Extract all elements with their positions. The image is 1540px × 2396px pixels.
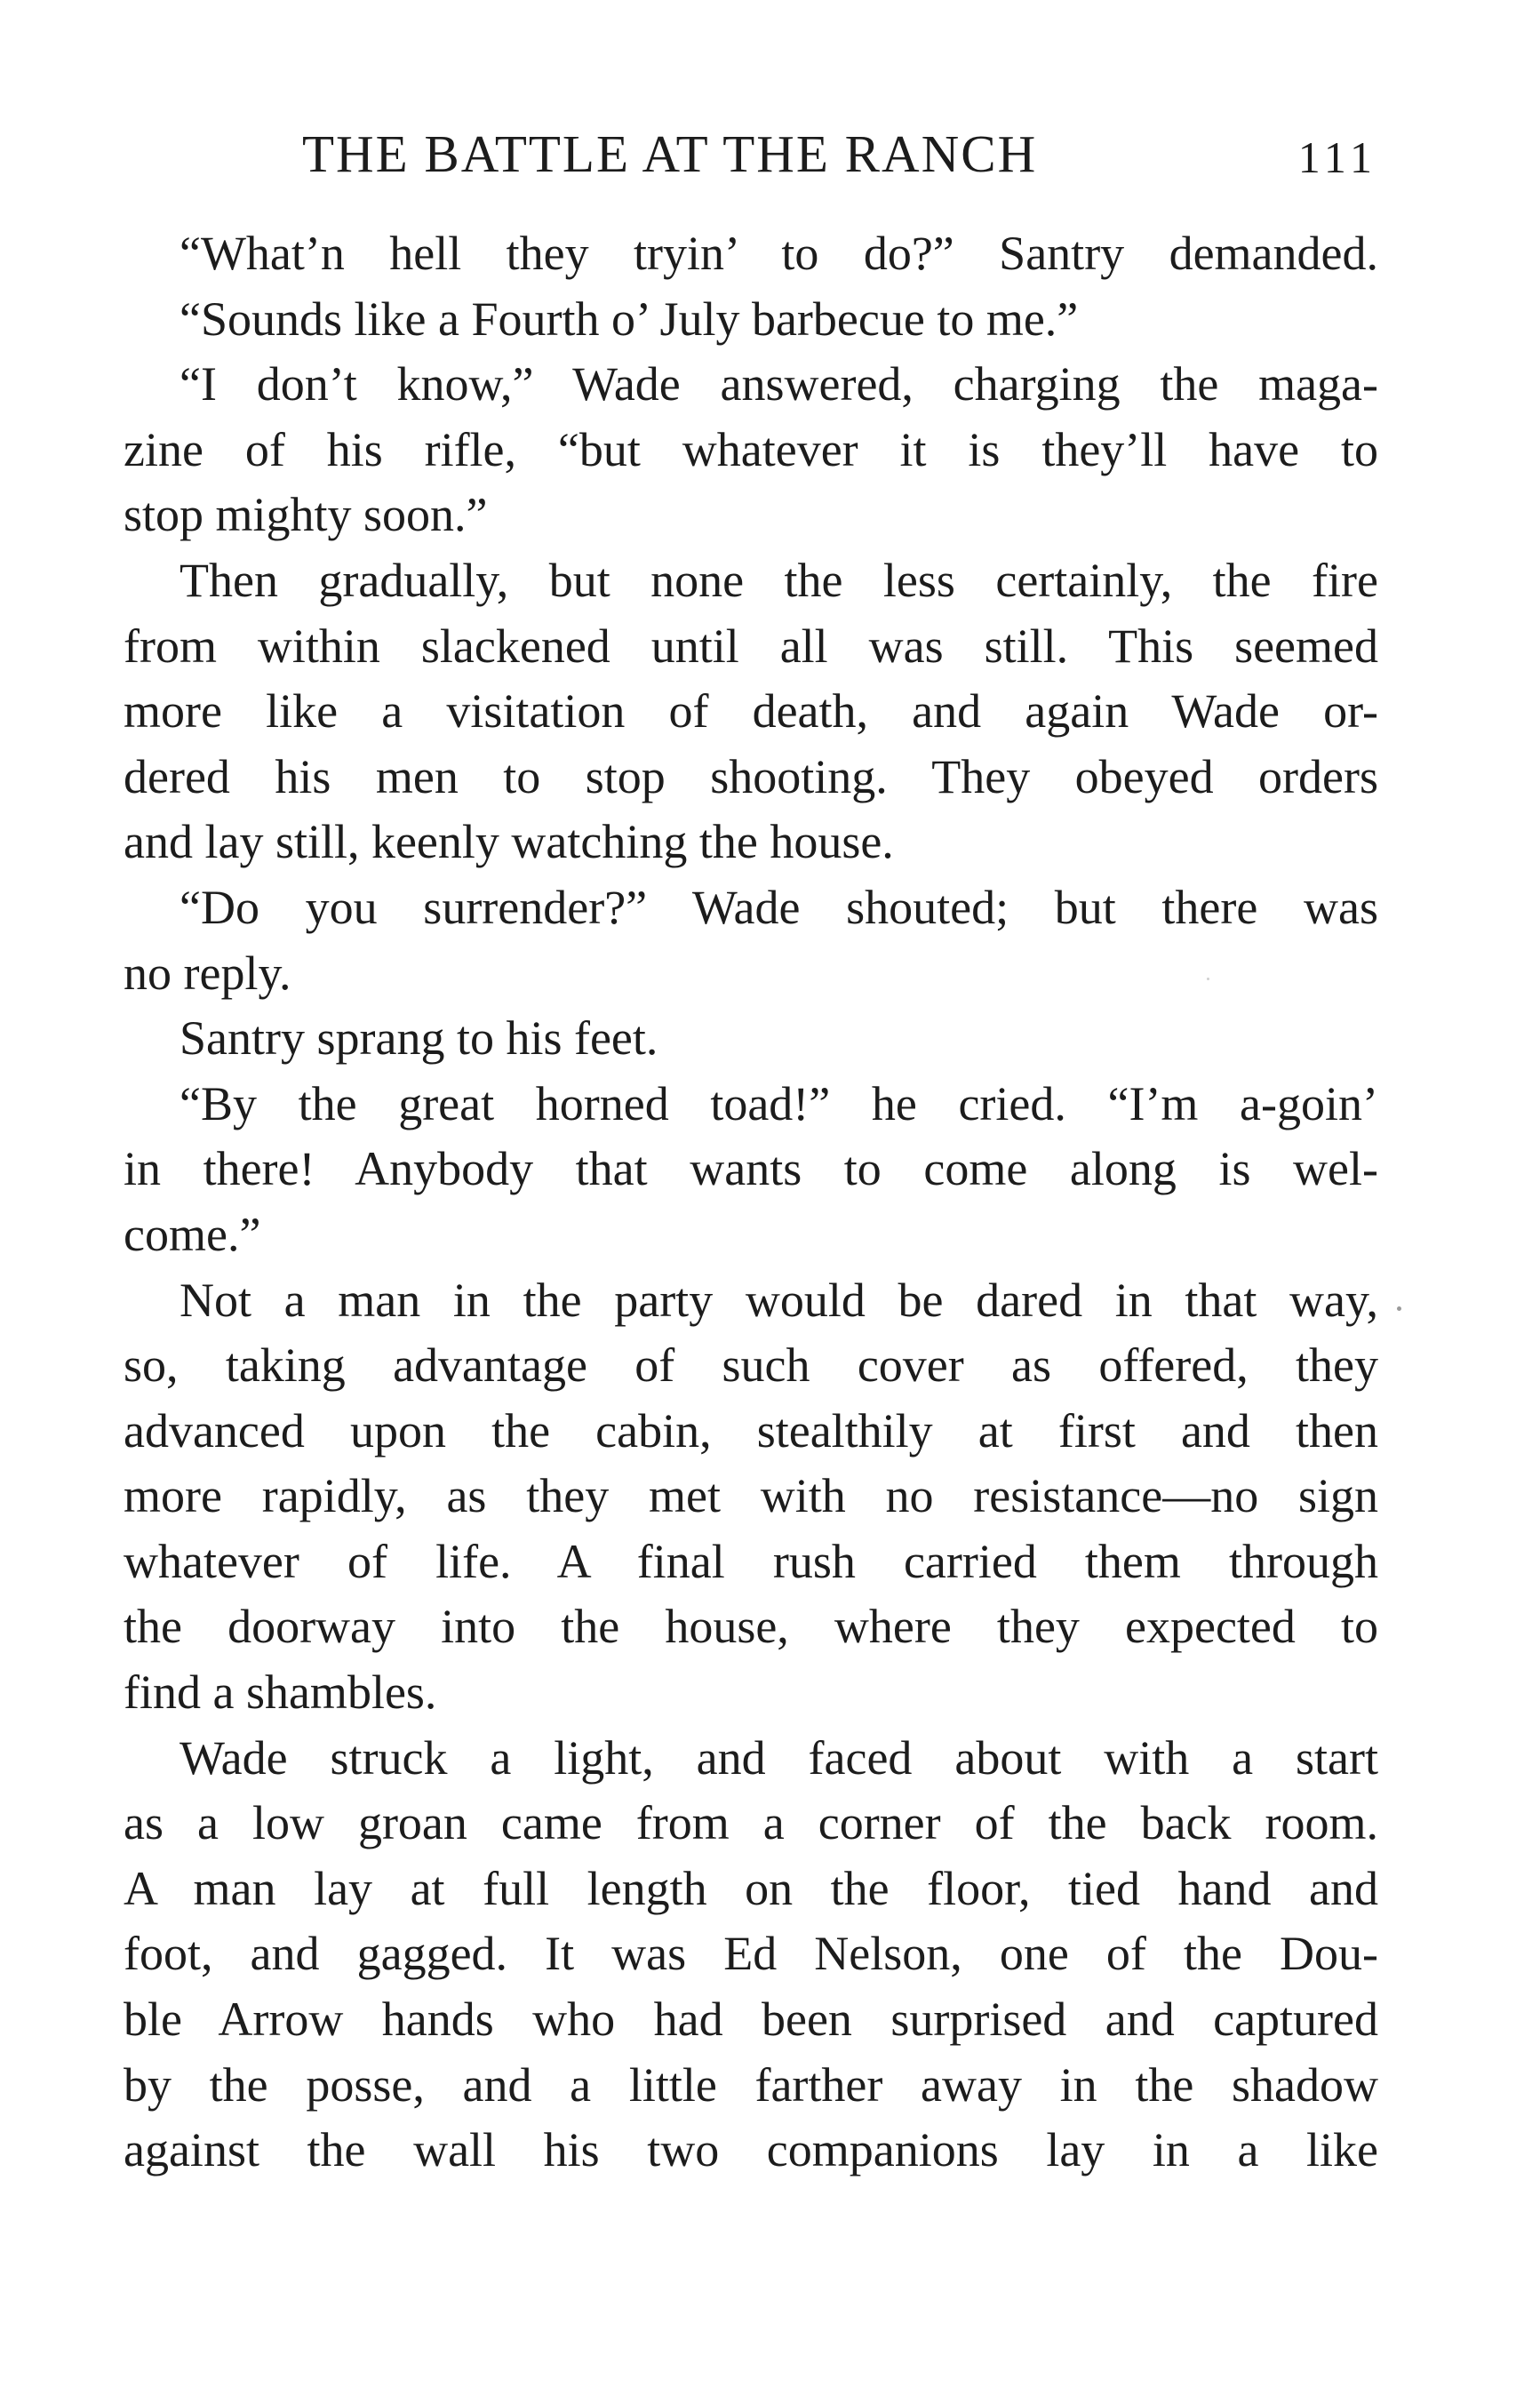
text-line: no reply. [124,946,291,1000]
text-line: come.” [124,1207,261,1261]
text-line: zine of his rifle, “but whatever it is they’ll have to [124,422,1378,476]
text-line: more rapidly, as they met with no resistance—no sign [124,1469,1378,1523]
text-line: A man lay at full length on the floor, tied hand and [124,1861,1378,1915]
text-line: whatever of life. A final rush carried them through [124,1534,1378,1588]
text-line: from within slackened until all was still. This seemed [124,619,1378,673]
text-line: Santry sprang to his feet. [180,1011,658,1066]
text-line: “I don’t know,” Wade answered, charging the maga- [180,357,1378,411]
running-head-title: THE BATTLE AT THE RANCH [302,124,1038,183]
text-line: “What’n hell they tryin’ to do?” Santry demanded. [180,227,1378,280]
text-line: “By the great horned toad!” he cried. “I’m a-goin’ [180,1076,1378,1130]
text-line: stop mighty soon.” [124,488,488,542]
text-line: Then gradually, but none the less certainly, the fire [180,553,1378,607]
text-line: in there! Anybody that wants to come along is wel- [124,1142,1378,1196]
page-number: 111 [1297,132,1377,182]
text-line: as a low groan came from a corner of the back room. [124,1796,1378,1850]
text-line: “Sounds like a Fourth o’ July barbecue to me.” [180,292,1079,346]
text-line: against the wall his two companions lay in a like [124,2123,1378,2177]
text-line: “Do you surrender?” Wade shouted; but there was [180,880,1378,934]
running-head [124,123,1377,185]
text-line: so, taking advantage of such cover as offered, they [124,1338,1378,1393]
speck-mark [1207,978,1209,980]
text-line: foot, and gagged. It was Ed Nelson, one of the Dou- [124,1927,1378,1981]
text-line: more like a visitation of death, and again Wade or- [124,684,1378,739]
text-line: dered his men to stop shooting. They obeyed orders [124,749,1378,803]
text-line: advanced upon the cabin, stealthily at first and then [124,1403,1378,1458]
text-line: by the posse, and a little farther away in the shadow [124,2057,1378,2112]
text-line: the doorway into the house, where they expected to [124,1600,1378,1654]
text-line: and lay still, keenly watching the house. [124,815,894,869]
text-line: Not a man in the party would be dared in that way, [180,1273,1378,1327]
text-line: ble Arrow hands who had been surprised and captured [124,1993,1378,2047]
body-text [124,221,1378,2184]
text-line: find a shambles. [124,1665,437,1720]
speck-mark [1397,1306,1401,1311]
text-line: Wade struck a light, and faced about with a start [180,1730,1378,1785]
